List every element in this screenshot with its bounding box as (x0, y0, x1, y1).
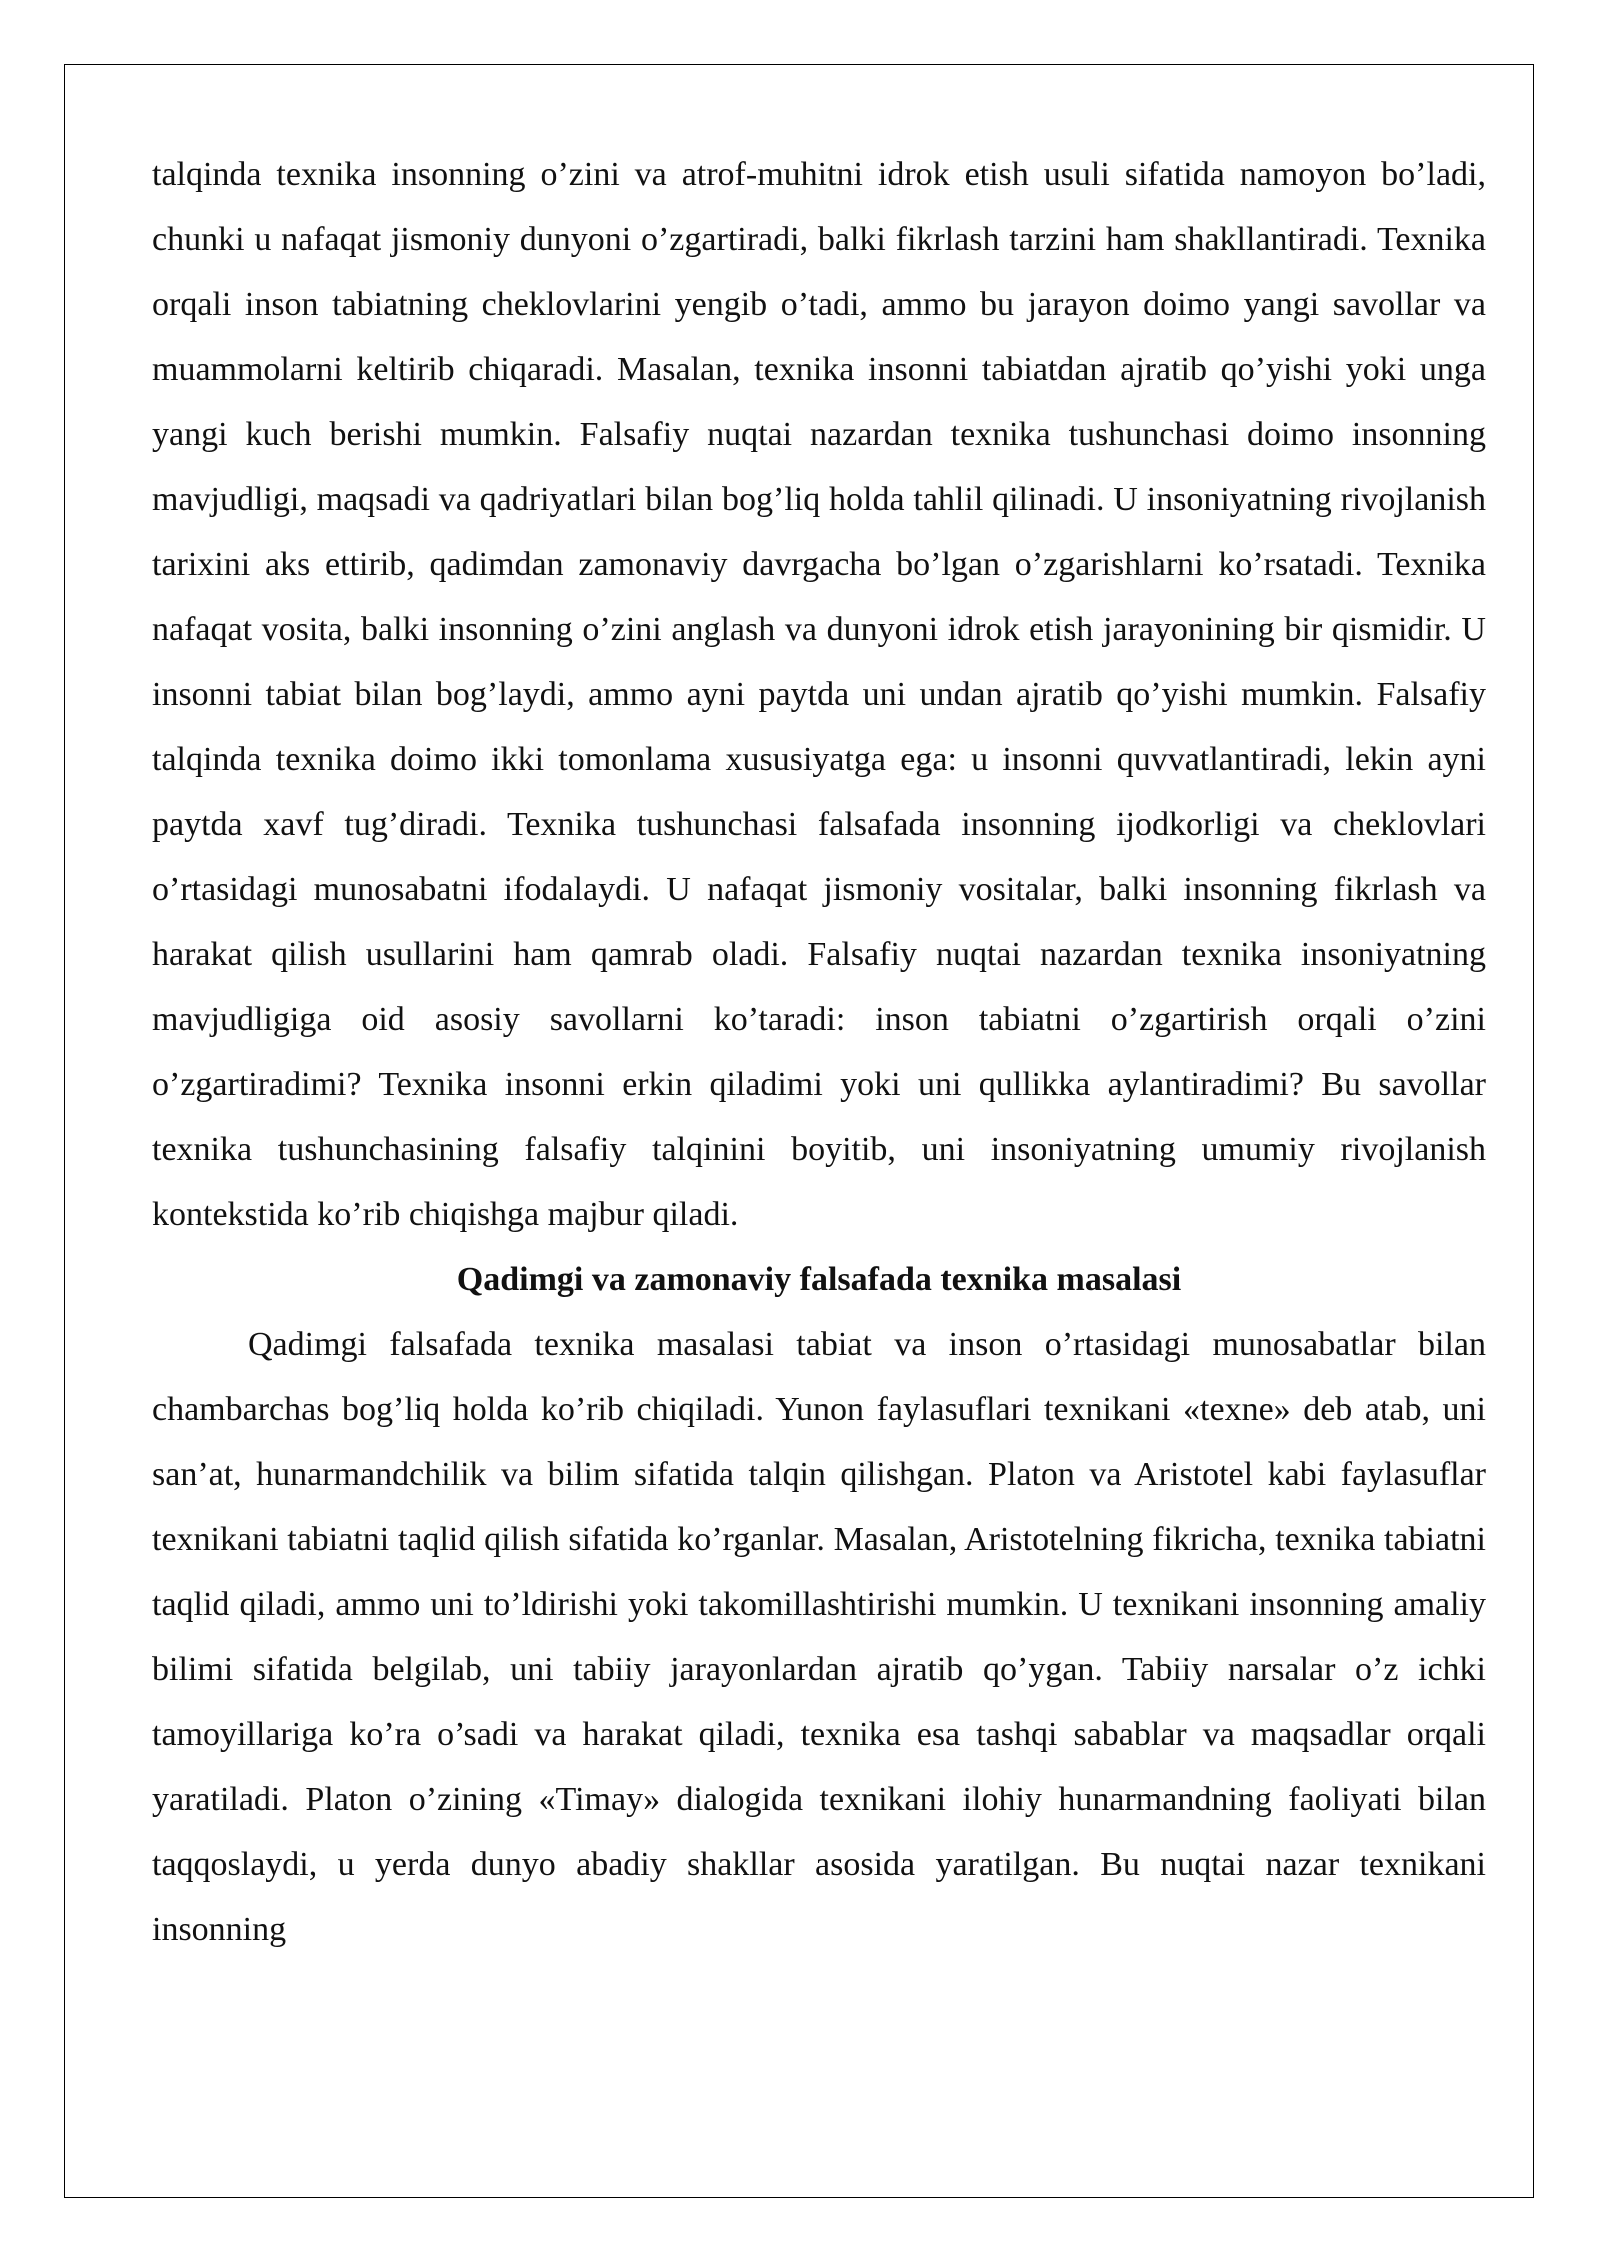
body-paragraph: Qadimgi falsafada texnika masalasi tabiat va inson o’rtasidagi munosabatlar bilan chambarchas bog’liq holda ko’rib chiqiladi. Yunon faylasuflari texnikani «texne» deb atab, uni san’at, hunarmandchilik va bilim sifatida talqin qilishgan. Platon va Aristotel kabi faylasuflar texnikani tabiatni taqlid qilish sifatida ko’rganlar. Masalan, Aristotelning fikricha, texnika tabiatni taqlid qiladi, ammo uni to’ldirishi yoki takomillashtirishi mumkin. U texnikani insonning amaliy bilimi sifatida belgilab, uni tabiiy jarayonlardan ajratib qo’ygan. Tabiiy narsalar o’z ichki tamoyillariga ko’ra o’sadi va harakat qiladi, texnika esa tashqi sabablar va maqsadlar orqali yaratiladi. Platon o’zining «Timay» dialogida texnikani ilohiy hunarmandning faoliyati bilan taqqoslaydi, u yerda dunyo abadiy shakllar asosida yaratilgan. Bu nuqtai nazar texnikani insonning (152, 1326, 1486, 1948)
document-body (152, 142, 1486, 1962)
body-paragraph: talqinda texnika insonning o’zini va atrof-muhitni idrok etish usuli sifatida namoyon bo’ladi, chunki u nafaqat jismoniy dunyoni o’zgartiradi, balki fikrlash tarzini ham shakllantiradi. Texnika orqali inson tabiatning cheklovlarini yengib o’tadi, ammo bu jarayon doimo yangi savollar va muammolarni keltirib chiqaradi. Masalan, texnika insonni tabiatdan ajratib qo’yishi yoki unga yangi kuch berishi mumkin. Falsafiy nuqtai nazardan texnika tushunchasi doimo insonning mavjudligi, maqsadi va qadriyatlari bilan bog’liq holda tahlil qilinadi. U insoniyatning rivojlanish tarixini aks ettirib, qadimdan zamonaviy davrgacha bo’lgan o’zgarishlarni ko’rsatadi. Texnika nafaqat vosita, balki insonning o’zini anglash va dunyoni idrok etish jarayonining bir qismidir. U insonni tabiat bilan bog’laydi, ammo ayni paytda uni undan ajratib qo’yishi mumkin. Falsafiy talqinda texnika doimo ikki tomonlama xususiyatga ega: u insonni quvvatlantiradi, lekin ayni paytda xavf tug’diradi. Texnika tushunchasi falsafada insonning ijodkorligi va cheklovlari o’rtasidagi munosabatni ifodalaydi. U nafaqat jismoniy vositalar, balki insonning fikrlash va harakat qilish usullarini ham qamrab oladi. Falsafiy nuqtai nazardan texnika insoniyatning mavjudligiga oid asosiy savollarni ko’taradi: inson tabiatni o’zgartirish orqali o’zini o’zgartiradimi? Texnika insonni erkin qiladimi yoki uni qullikka aylantiradimi? Bu savollar texnika tushunchasining falsafiy talqinini boyitib, uni insoniyatning umumiy rivojlanish kontekstida ko’rib chiqishga majbur qiladi. (152, 156, 1486, 1233)
section-heading: Qadimgi va zamonaviy falsafada texnika masalasi (456, 1261, 1182, 1298)
